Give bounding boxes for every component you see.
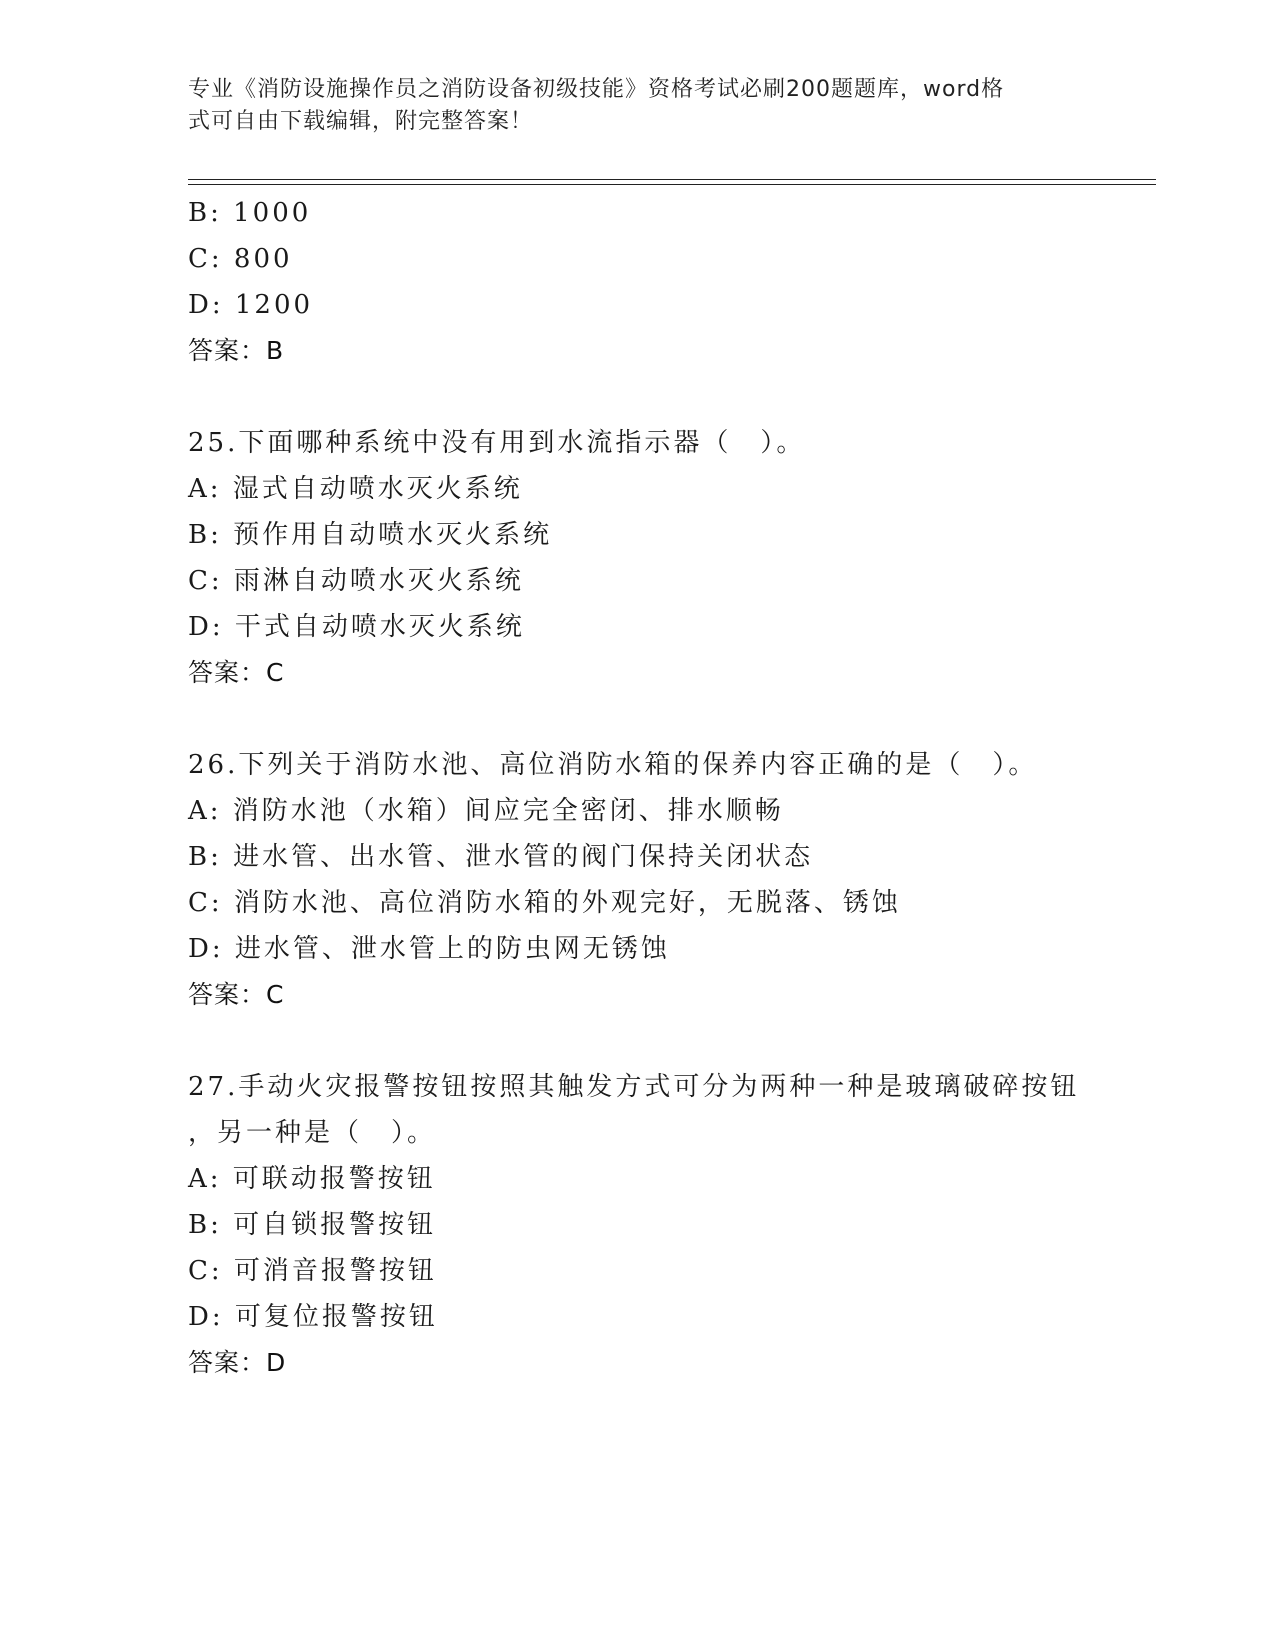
option-a: A: 消防水池（水箱）间应完全密闭、排水顺畅 — [188, 796, 784, 826]
question-stem-line-2: ，另一种是（ ）。 — [188, 1118, 437, 1148]
document-header — [188, 74, 1068, 138]
option-b: B: 进水管、出水管、泄水管的阀门保持关闭状态 — [188, 842, 814, 872]
question-25 — [188, 420, 1088, 696]
answer-line: 答案：C — [188, 980, 285, 1009]
option-c: C: 可消音报警按钮 — [188, 1256, 437, 1286]
answer-line: 答案：D — [188, 1348, 287, 1377]
question-27 — [188, 1064, 1088, 1386]
option-b: B: 1000 — [188, 198, 312, 228]
option-a: A: 可联动报警按钮 — [188, 1164, 436, 1194]
question-stem: 25.下面哪种系统中没有用到水流指示器（ ）。 — [188, 428, 806, 458]
option-d: D: 1200 — [188, 290, 314, 320]
option-c: C: 800 — [188, 244, 293, 274]
continued-question — [188, 190, 1088, 374]
question-stem-line-1: 27.手动火灾报警按钮按照其触发方式可分为两种一种是玻璃破碎按钮 — [188, 1072, 1080, 1102]
answer-line: 答案：B — [188, 336, 285, 365]
question-stem: 26.下列关于消防水池、高位消防水箱的保养内容正确的是（ ）。 — [188, 750, 1038, 780]
option-d: D: 干式自动喷水灭火系统 — [188, 612, 525, 642]
option-b: B: 可自锁报警按钮 — [188, 1210, 437, 1240]
option-d: D: 进水管、泄水管上的防虫网无锈蚀 — [188, 934, 670, 964]
option-c: C: 雨淋自动喷水灭火系统 — [188, 566, 524, 596]
header-line-1: 专业《消防设施操作员之消防设备初级技能》资格考试必刷200题题库，word格 — [188, 77, 1005, 102]
header-line-2: 式可自由下载编辑，附完整答案！ — [188, 109, 534, 134]
question-26 — [188, 742, 1088, 1018]
question-list — [188, 190, 1088, 1432]
option-c: C: 消防水池、高位消防水箱的外观完好，无脱落、锈蚀 — [188, 888, 901, 918]
header-divider-top — [188, 179, 1156, 180]
option-d: D: 可复位报警按钮 — [188, 1302, 438, 1332]
answer-line: 答案：C — [188, 658, 285, 687]
option-b: B: 预作用自动喷水灭火系统 — [188, 520, 553, 550]
option-a: A: 湿式自动喷水灭火系统 — [188, 474, 523, 504]
header-divider-bottom — [188, 184, 1156, 185]
